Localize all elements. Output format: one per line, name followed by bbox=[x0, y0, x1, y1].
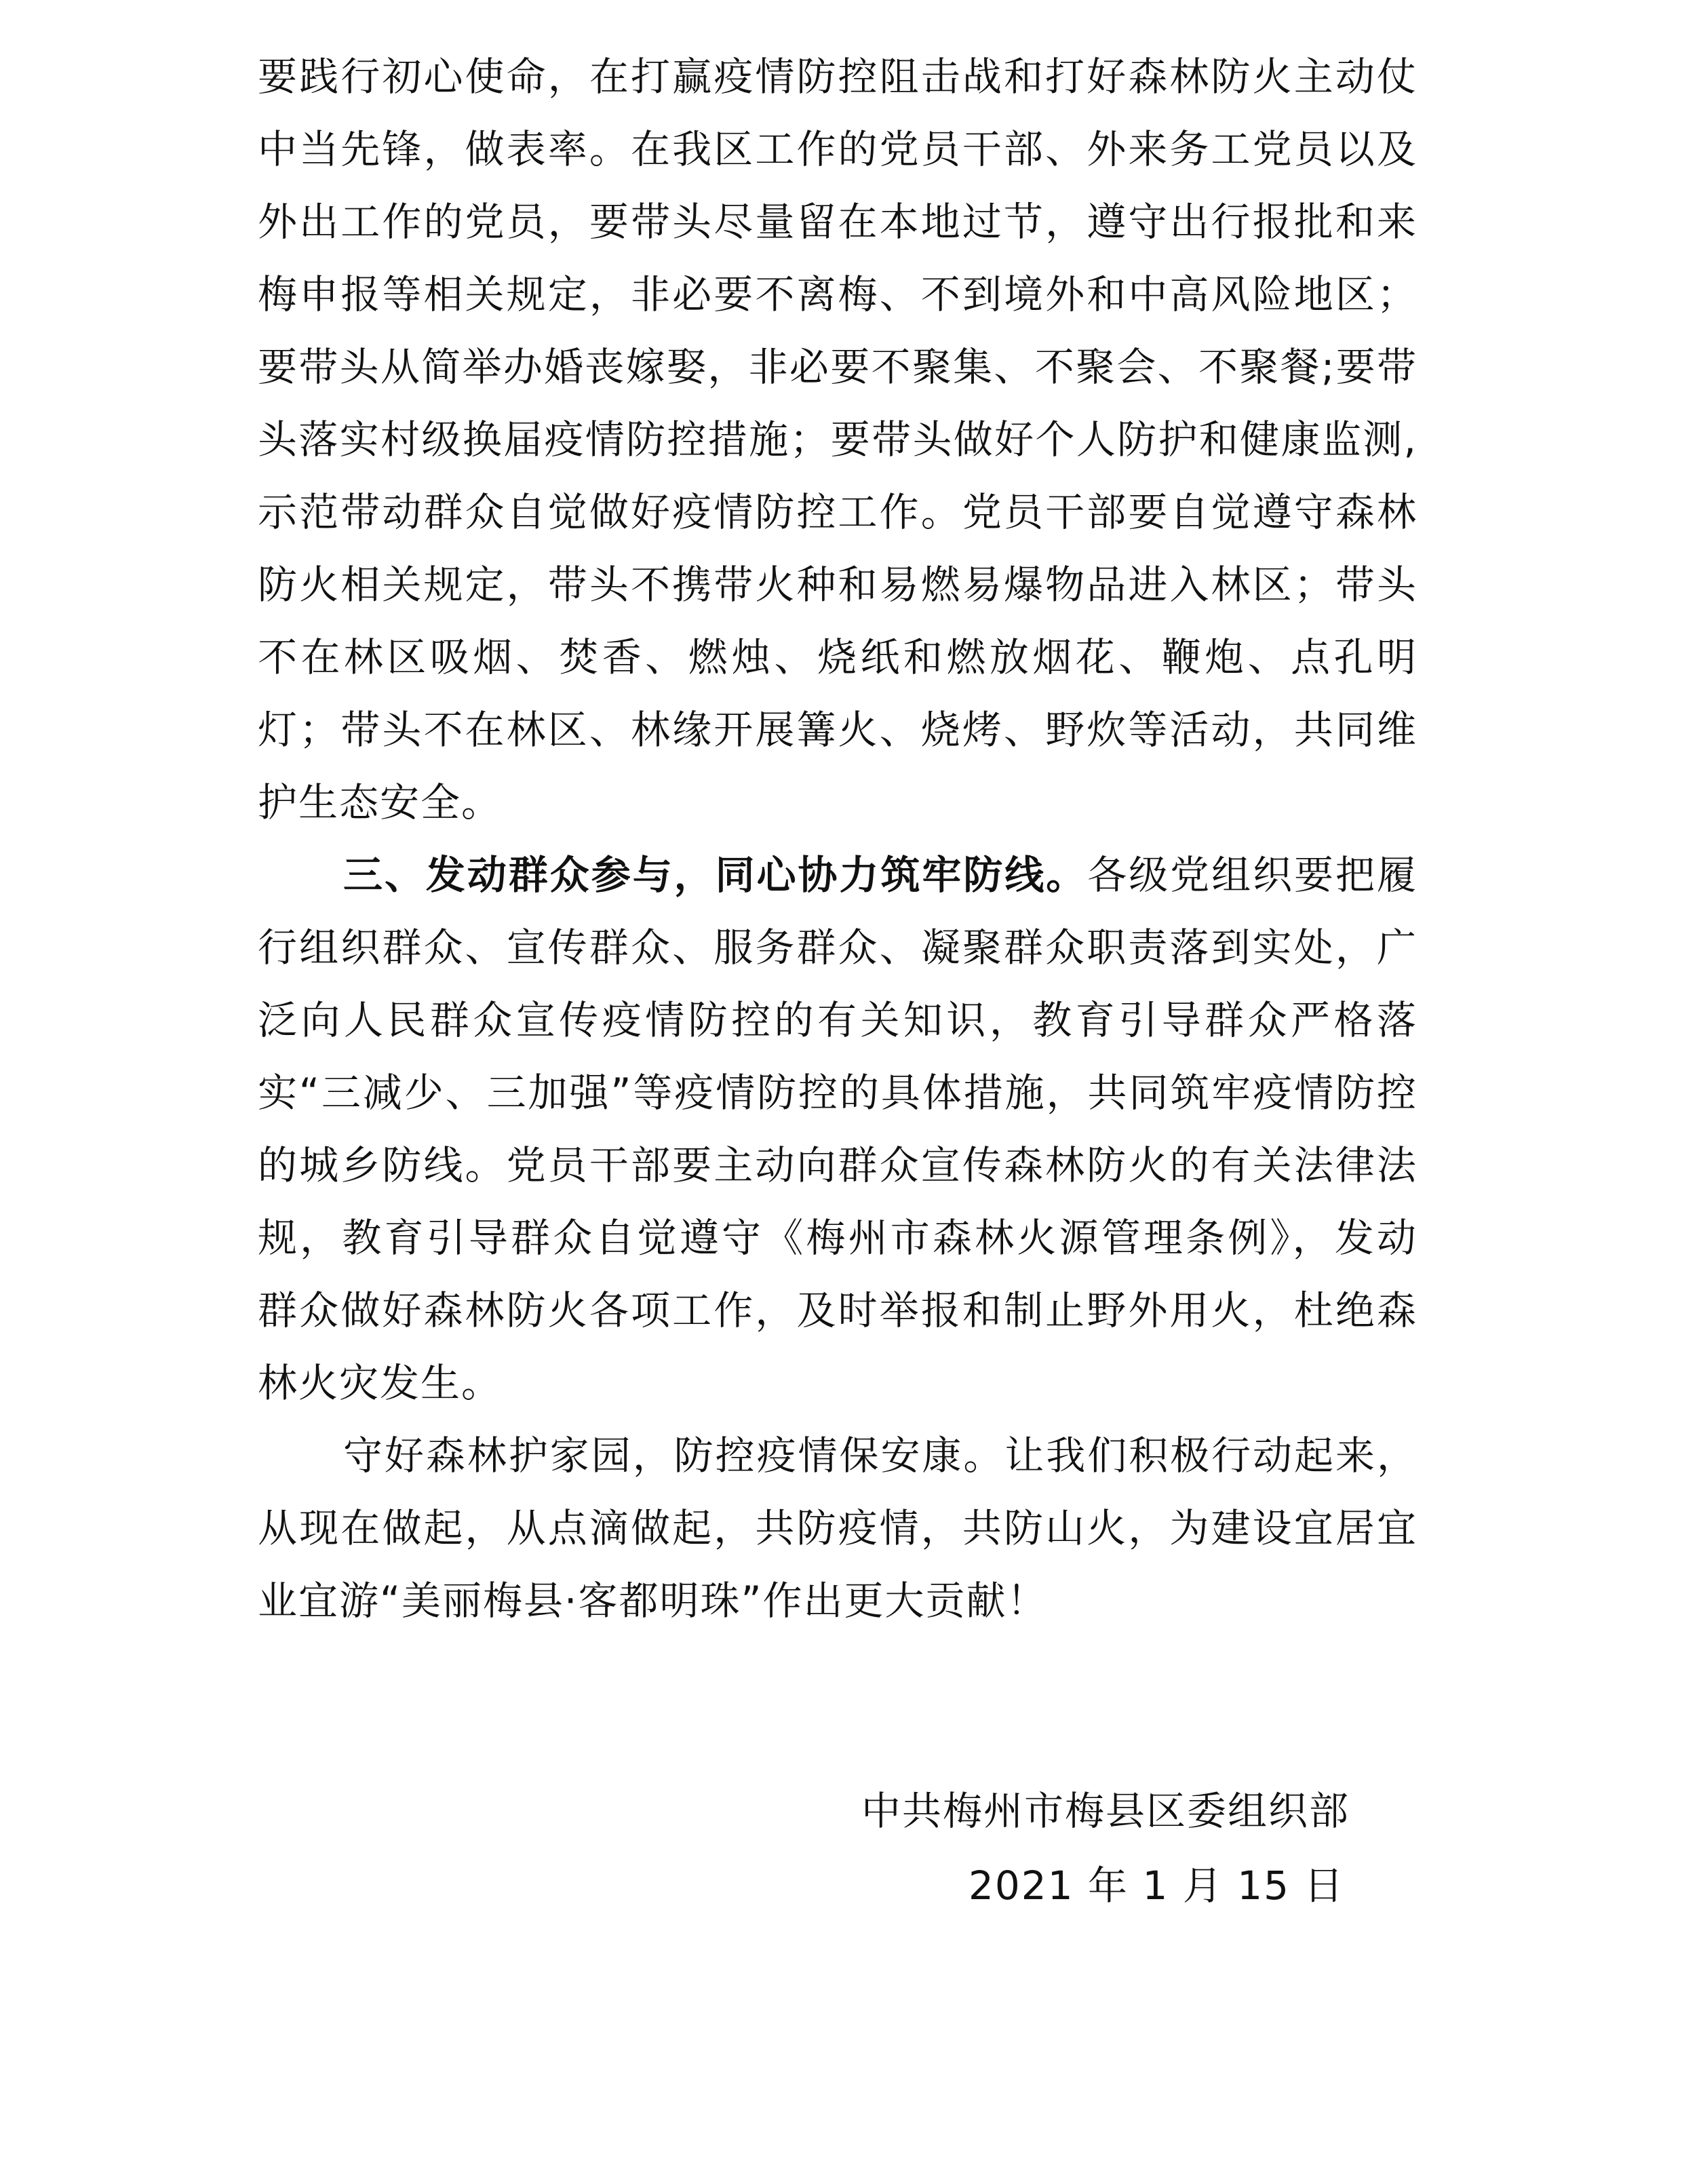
signature-organization: 中共梅州市梅县区委组织部 bbox=[861, 1788, 1350, 1834]
document-body bbox=[258, 41, 1417, 1637]
paragraph-section-3 bbox=[258, 839, 1417, 1420]
section-3-heading: 三、发动群众参与，同心协力筑牢防线。 bbox=[343, 852, 1088, 898]
section-3-text: 各级党组织要把履行组织群众、宣传群众、服务群众、凝聚群众职责落到实处，广泛向人民群众宣传疫情防控的有关知识，教育引导群众严格落实“三减少、三加强”等疫情防控的具体措施，共同筑牢疫情防控的城乡防线。党员干部要主动向群众宣传森林防火的有关法律法规，教育引导群众自觉遵守《梅州市森林火源管理条例》，发动群众做好森林防火各项工作，及时举报和制止野外用火，杜绝森林火灾发生。 bbox=[258, 852, 1417, 1406]
paragraph-closing: 守好森林护家园，防控疫情保安康。让我们积极行动起来，从现在做起，从点滴做起，共防疫情，共防山火，为建设宜居宜业宜游“美丽梅县·客都明珠”作出更大贡献！ bbox=[258, 1432, 1417, 1624]
paragraph-party-members: 要践行初心使命，在打赢疫情防控阻击战和打好森林防火主动仗中当先锋，做表率。在我区工作的党员干部、外来务工党员以及外出工作的党员，要带头尽量留在本地过节，遵守出行报批和来梅申报等相关规定，非必要不离梅、不到境外和中高风险地区；要带头从简举办婚丧嫁娶，非必要不聚集、不聚会、不聚餐;要带头落实村级换届疫情防控措施；要带头做好个人防护和健康监测,示范带动群众自觉做好疫情防控工作。党员干部要自觉遵守森林防火相关规定，带头不携带火种和易燃易爆物品进入林区；带头不在林区吸烟、焚香、燃烛、烧纸和燃放烟花、鞭炮、点孔明灯；带头不在林区、林缘开展篝火、烧烤、野炊等活动，共同维护生态安全。 bbox=[258, 54, 1417, 825]
signature-date: 2021 年 1 月 15 日 bbox=[969, 1863, 1345, 1909]
